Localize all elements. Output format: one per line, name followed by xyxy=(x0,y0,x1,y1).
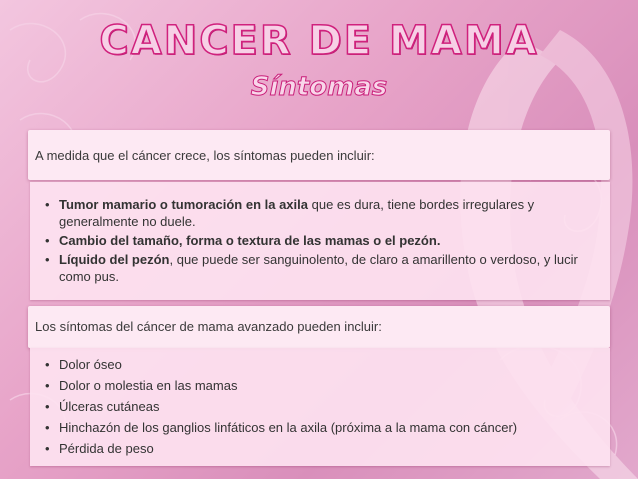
list-item: • Dolor o molestia en las mamas xyxy=(45,377,605,394)
slide-title: CANCER DE MAMA xyxy=(99,18,539,64)
list-item: • Dolor óseo xyxy=(45,356,605,373)
list-item: • Líquido del pezón, que puede ser sanguinolento, de claro a amarillento o verdoso, y lucir como pus. xyxy=(45,251,605,285)
list-item: • Pérdida de peso xyxy=(45,440,605,457)
section2-header-text: Los síntomas del cáncer de mama avanzado pueden incluir: xyxy=(35,319,382,334)
section1-list xyxy=(45,196,605,287)
list-item: • Tumor mamario o tumoración en la axila que es dura, tiene bordes irregulares y generalmente no duele. xyxy=(45,196,605,230)
list-item: • Hinchazón de los ganglios linfáticos en la axila (próxima a la mama con cáncer) xyxy=(45,419,605,436)
section2-list xyxy=(45,356,605,461)
section1-header-text: A medida que el cáncer crece, los síntomas pueden incluir: xyxy=(35,148,375,163)
list-item: • Úlceras cutáneas xyxy=(45,398,605,415)
list-item: • Cambio del tamaño, forma o textura de las mamas o el pezón. xyxy=(45,232,605,249)
slide-subtitle: Síntomas xyxy=(250,72,388,102)
